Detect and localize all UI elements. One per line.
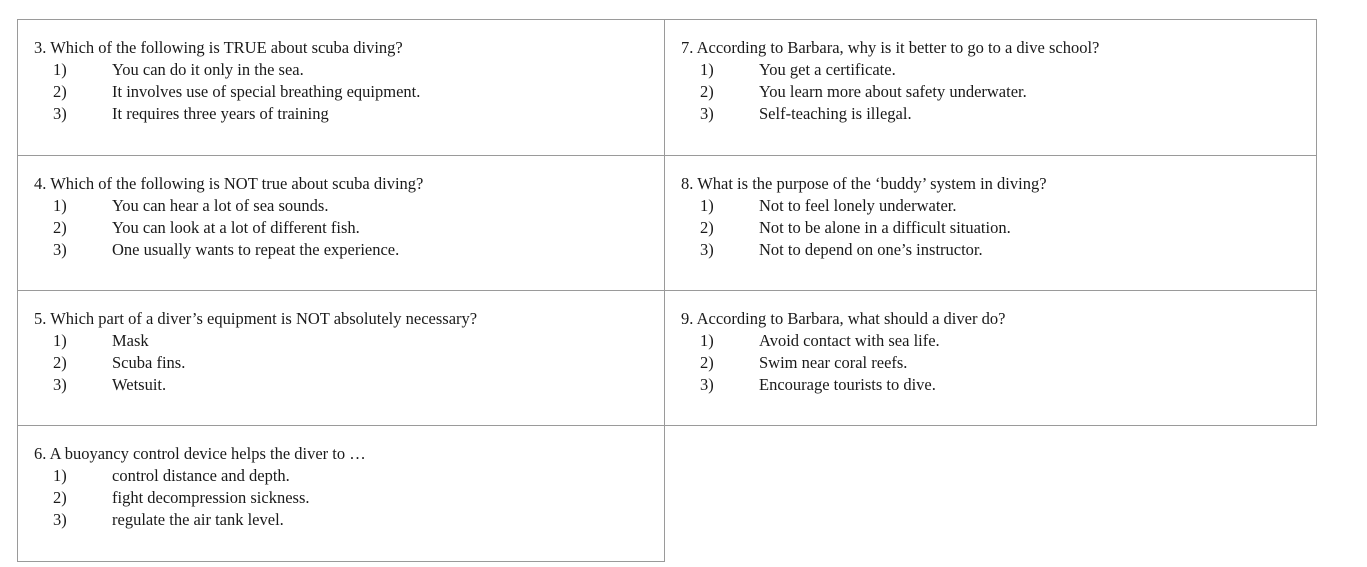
option-item (34, 195, 664, 217)
question-cell-8 (664, 155, 1317, 291)
option-number: 3) (700, 375, 714, 394)
option-text: Encourage tourists to dive. (759, 375, 936, 394)
option-number: 3) (53, 375, 67, 394)
option-text: It requires three years of training (112, 104, 329, 123)
option-number: 3) (53, 510, 67, 529)
question-cell-9 (664, 290, 1317, 426)
option-number: 2) (700, 218, 714, 237)
option-text: Self-teaching is illegal. (759, 104, 912, 123)
option-text: Avoid contact with sea life. (759, 331, 940, 350)
option-item (34, 239, 664, 261)
option-item (681, 330, 1316, 352)
option-text: You get a certificate. (759, 60, 896, 79)
option-text: You learn more about safety underwater. (759, 82, 1027, 101)
question-text: 9. According to Barbara, what should a diver do? (681, 309, 1006, 328)
option-item (681, 352, 1316, 374)
option-item (34, 374, 664, 396)
option-text: regulate the air tank level. (112, 510, 284, 529)
option-item (681, 81, 1316, 103)
option-text: You can do it only in the sea. (112, 60, 304, 79)
question-text: 3. Which of the following is TRUE about scuba diving? (34, 38, 403, 57)
option-number: 3) (700, 104, 714, 123)
question-text: 4. Which of the following is NOT true about scuba diving? (34, 174, 424, 193)
option-item (34, 103, 664, 125)
question-cell-6 (17, 425, 665, 562)
option-number: 1) (53, 196, 67, 215)
option-text: fight decompression sickness. (112, 488, 310, 507)
option-list (34, 59, 664, 125)
option-list (34, 330, 664, 396)
option-number: 3) (53, 104, 67, 123)
option-text: control distance and depth. (112, 466, 290, 485)
option-number: 3) (53, 240, 67, 259)
option-text: You can look at a lot of different fish. (112, 218, 360, 237)
option-text: Swim near coral reefs. (759, 353, 908, 372)
option-number: 3) (700, 240, 714, 259)
option-item (34, 59, 664, 81)
option-number: 2) (53, 353, 67, 372)
option-item (681, 59, 1316, 81)
option-item (34, 509, 664, 531)
option-item (34, 465, 664, 487)
question-cell-5 (17, 290, 665, 426)
option-list (681, 195, 1316, 261)
option-number: 1) (700, 196, 714, 215)
option-item (681, 217, 1316, 239)
option-item (681, 195, 1316, 217)
option-text: Scuba fins. (112, 353, 186, 372)
option-item (34, 487, 664, 509)
question-text: 6. A buoyancy control device helps the diver to … (34, 444, 366, 463)
option-item (681, 239, 1316, 261)
option-number: 2) (700, 353, 714, 372)
option-item (34, 81, 664, 103)
option-text: Not to be alone in a difficult situation. (759, 218, 1011, 237)
option-list (681, 330, 1316, 396)
question-text: 8. What is the purpose of the ‘buddy’ system in diving? (681, 174, 1047, 193)
option-text: Not to feel lonely underwater. (759, 196, 957, 215)
option-number: 1) (700, 331, 714, 350)
question-text: 7. According to Barbara, why is it better to go to a dive school? (681, 38, 1100, 57)
question-cell-3 (17, 19, 665, 156)
option-text: It involves use of special breathing equipment. (112, 82, 421, 101)
option-number: 1) (53, 60, 67, 79)
option-item (34, 352, 664, 374)
option-number: 2) (53, 82, 67, 101)
option-number: 2) (700, 82, 714, 101)
option-text: Mask (112, 331, 149, 350)
option-item (681, 374, 1316, 396)
option-number: 1) (700, 60, 714, 79)
option-list (34, 465, 664, 531)
option-text: One usually wants to repeat the experience. (112, 240, 400, 259)
option-number: 2) (53, 488, 67, 507)
question-text: 5. Which part of a diver’s equipment is NOT absolutely necessary? (34, 309, 478, 328)
option-item (681, 103, 1316, 125)
option-text: Not to depend on one’s instructor. (759, 240, 983, 259)
question-cell-4 (17, 155, 665, 291)
option-text: Wetsuit. (112, 375, 167, 394)
option-number: 1) (53, 331, 67, 350)
option-list (681, 59, 1316, 125)
option-text: You can hear a lot of sea sounds. (112, 196, 329, 215)
question-cell-7 (664, 19, 1317, 156)
option-number: 2) (53, 218, 67, 237)
option-number: 1) (53, 466, 67, 485)
option-list (34, 195, 664, 261)
option-item (34, 217, 664, 239)
option-item (34, 330, 664, 352)
